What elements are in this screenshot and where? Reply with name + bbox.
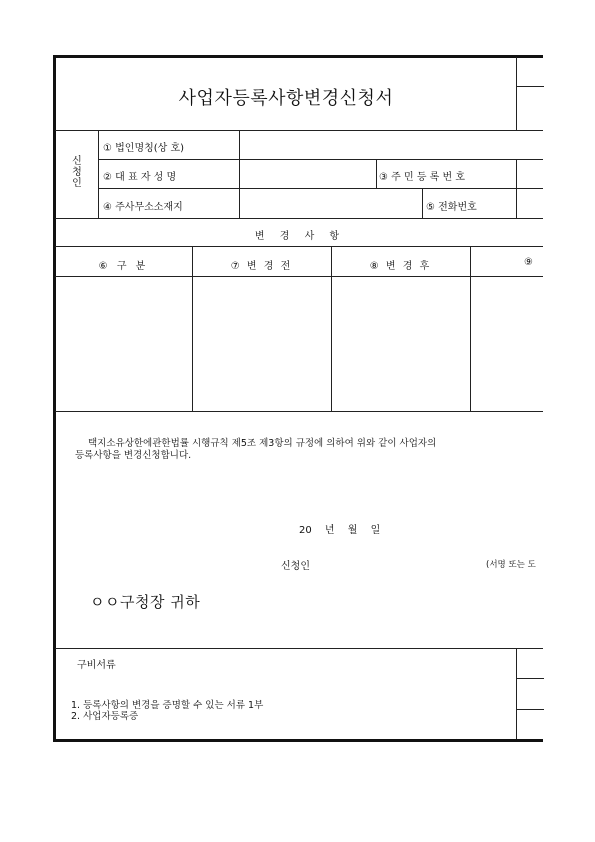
attachments-right-divider (516, 648, 517, 739)
field-representative-name-label: ② 대 표 자 성 명 (103, 172, 177, 183)
applicant-label-divider (98, 130, 99, 218)
attachments-top-line (55, 648, 543, 649)
field-corporate-name-label: ① 법인명칭(상 호) (103, 143, 185, 154)
row3-mid-divider (422, 188, 423, 218)
field-label-divider (239, 130, 240, 218)
column-ninth-header: ⑨ (524, 257, 533, 268)
changes-table-bottom-line (55, 411, 543, 412)
applicant-section-label: 신 청 인 (72, 156, 82, 189)
row1-bottom-line (98, 159, 543, 160)
field-resident-number-label: ③ 주 민 등 록 번 호 (379, 172, 465, 183)
column-category-header: ⑥ 구 분 (98, 261, 149, 272)
signature-note: (서명 또는 도 (486, 560, 536, 570)
statement-line-2: 등록사항을 변경신청합니다. (75, 450, 192, 461)
column-before-header: ⑦ 변 경 전 (230, 261, 293, 272)
column-header-bottom-line (55, 276, 543, 277)
form-title: 사업자등록사항변경신청서 (178, 88, 394, 109)
statement-line-1: 택지소유상한에관한법률 시행규칙 제5조 제3항의 규정에 의하여 위와 같이 사업자의 (88, 438, 437, 449)
row2-right-divider (516, 159, 517, 188)
frame-top-border (53, 55, 543, 58)
row3-right-divider (516, 188, 517, 218)
attachments-right-split-1 (516, 678, 544, 679)
date-line: 20 년 월 일 (299, 525, 381, 536)
applicant-bottom-line (55, 218, 543, 219)
field-phone-label: ⑤ 전화번호 (426, 202, 477, 213)
field-office-address-label: ④ 주사무소소재지 (103, 202, 183, 213)
recipient: ㅇㅇ구청장 귀하 (90, 593, 201, 611)
applicant-sign-label: 신청인 (281, 561, 310, 572)
attachments-right-split-2 (516, 709, 544, 710)
title-right-split (516, 86, 544, 87)
changes-header: 변 경 사 항 (254, 231, 346, 242)
attachment-item-1: 1. 등록사항의 변경을 증명할 수 있는 서류 1부 (71, 700, 264, 711)
frame-left-border (53, 55, 56, 741)
title-bottom-line (55, 130, 543, 131)
column-after-header: ⑧ 변 경 후 (369, 261, 432, 272)
col-divider-3 (470, 246, 471, 411)
row2-mid-divider (376, 159, 377, 188)
row2-bottom-line (98, 188, 543, 189)
attachment-item-2: 2. 사업자등록증 (71, 711, 139, 722)
attachments-header: 구비서류 (77, 660, 116, 671)
frame-bottom-border (53, 739, 543, 742)
title-right-divider (516, 57, 517, 130)
